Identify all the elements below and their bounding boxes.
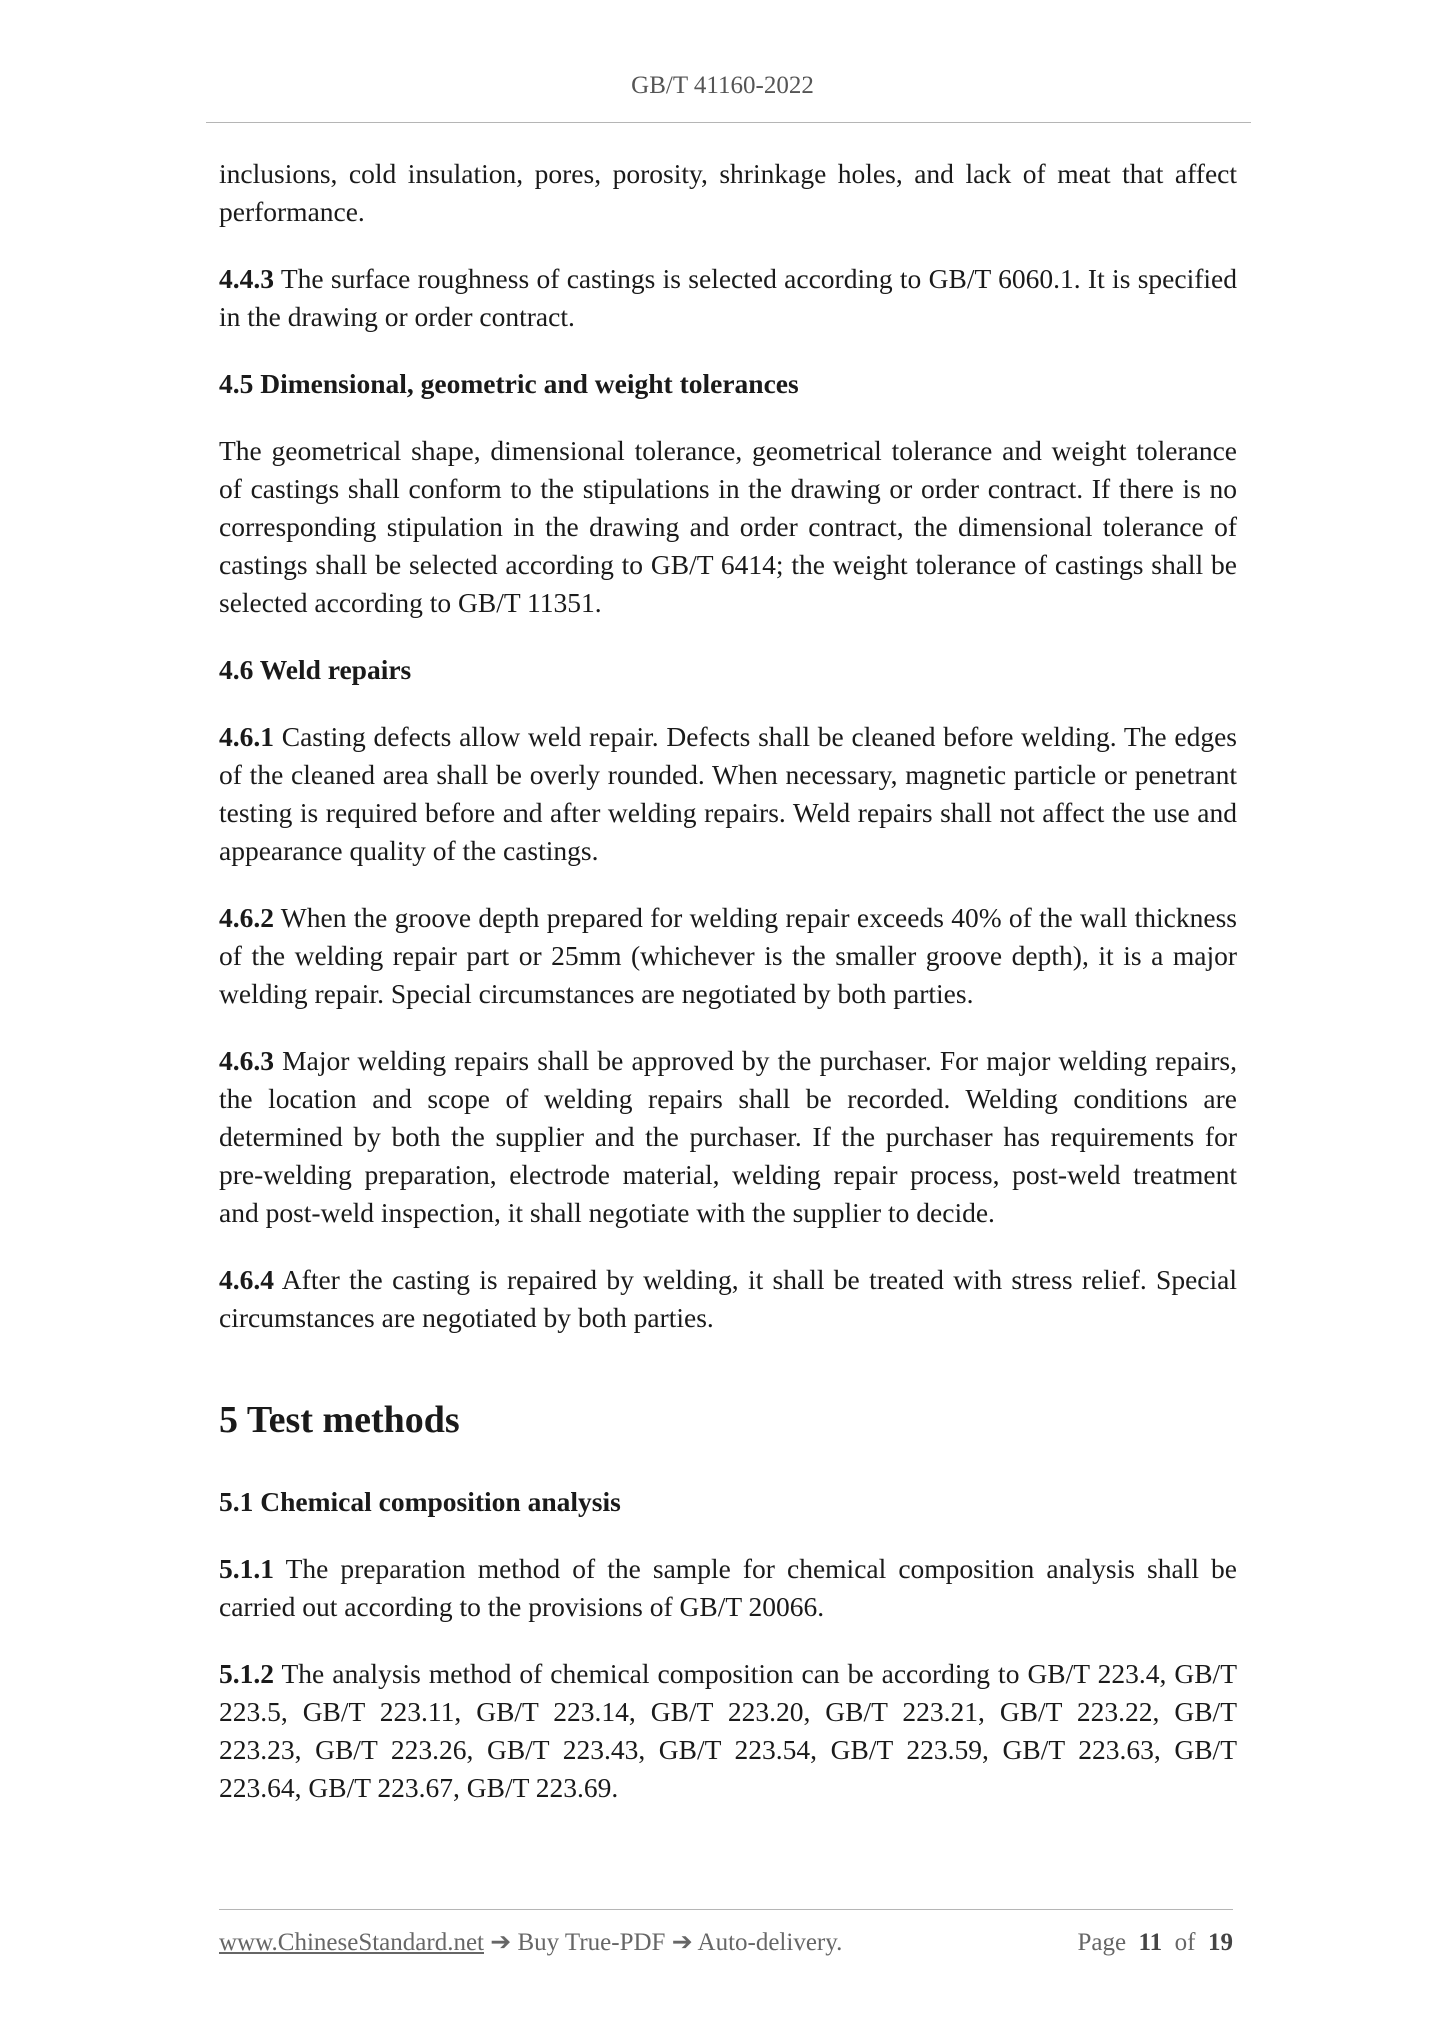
page-content: [219, 155, 1237, 1807]
heading-4-5: 4.5 Dimensional, geometric and weight tolerances: [219, 368, 799, 399]
clause-text: Major welding repairs shall be approved by the purchaser. For major welding repairs, the location and scope of welding repairs shall be recorded. Welding conditions are determined by both the supplier and the purchaser. If the purchaser has requirements for pre-welding preparation, electrode material, welding repair process, post-weld treatment and post-weld inspection, it shall negotiate with the supplier to decide.: [219, 1045, 1237, 1228]
clause-number: 5.1.2: [219, 1658, 274, 1689]
clause-5-1-1: [219, 1550, 1237, 1626]
document-id-header: GB/T 41160-2022: [631, 72, 814, 99]
arrow-right-icon: ➔: [484, 1929, 518, 1956]
clause-4-6-3: [219, 1042, 1237, 1232]
header-divider: [206, 122, 1251, 123]
website-link[interactable]: www.ChineseStandard.net: [219, 1929, 484, 1956]
clause-5-1-2: [219, 1655, 1237, 1807]
total-pages: 19: [1208, 1929, 1233, 1956]
continued-paragraph: inclusions, cold insulation, pores, porosity, shrinkage holes, and lack of meat that affect performance.: [219, 158, 1237, 227]
clause-text: Casting defects allow weld repair. Defects shall be cleaned before welding. The edges of the cleaned area shall be overly rounded. When necessary, magnetic particle or penetrant testing is required before and after welding repairs. Weld repairs shall not affect the use and appearance quality of the castings.: [219, 721, 1237, 866]
clause-text: When the groove depth prepared for welding repair exceeds 40% of the wall thickness of the welding repair part or 25mm (whichever is the smaller groove depth), it is a major welding repair. Special circumstances are negotiated by both parties.: [219, 902, 1237, 1009]
clause-number: 4.6.1: [219, 721, 274, 752]
clause-number: 4.6.2: [219, 902, 274, 933]
arrow-right-icon: ➔: [665, 1929, 698, 1956]
buy-text: Buy True-PDF: [517, 1929, 666, 1956]
clause-text: The surface roughness of castings is selected according to GB/T 6060.1. It is specified in the drawing or order contract.: [219, 263, 1237, 332]
paragraph-4-5: The geometrical shape, dimensional tolerance, geometrical tolerance and weight tolerance of castings shall conform to the stipulations in the drawing or order contract. If there is no corresponding stipulation in the drawing and order contract, the dimensional tolerance of castings shall be selected according to GB/T 6414; the weight tolerance of castings shall be selected according to GB/T 11351.: [219, 435, 1237, 618]
clause-4-6-4: [219, 1261, 1237, 1337]
clause-text: The preparation method of the sample for chemical composition analysis shall be carried out according to the provisions of GB/T 20066.: [219, 1553, 1237, 1622]
of-label: of: [1174, 1929, 1196, 1956]
clause-4-6-1: [219, 718, 1237, 870]
clause-number: 4.4.3: [219, 263, 274, 294]
clause-4-6-2: [219, 899, 1237, 1013]
clause-4-4-3: [219, 260, 1237, 336]
footer-promo: [219, 1927, 842, 1959]
heading-5: 5 Test methods: [219, 1399, 460, 1441]
current-page: 11: [1138, 1929, 1163, 1956]
footer-divider: [219, 1909, 1233, 1910]
heading-5-1: 5.1 Chemical composition analysis: [219, 1486, 621, 1517]
page-number: [1077, 1927, 1233, 1959]
clause-number: 4.6.4: [219, 1264, 274, 1295]
clause-number: 4.6.3: [219, 1045, 274, 1076]
heading-4-6: 4.6 Weld repairs: [219, 654, 412, 685]
clause-text: After the casting is repaired by welding, it shall be treated with stress relief. Special circumstances are negotiated by both parties.: [219, 1264, 1237, 1333]
clause-text: The analysis method of chemical composition can be according to GB/T 223.4, GB/T 223.5, GB/T 223.11, GB/T 223.14, GB/T 223.20, GB/T 223.21, GB/T 223.22, GB/T 223.23, GB/T 223.26, GB/T 223.43, GB/T 223.54, GB/T 223.59, GB/T 223.63, GB/T 223.64, GB/T 223.67, GB/T 223.69.: [219, 1658, 1237, 1803]
delivery-text: Auto-delivery.: [697, 1929, 843, 1956]
clause-number: 5.1.1: [219, 1553, 274, 1584]
page-label: Page: [1077, 1929, 1127, 1956]
